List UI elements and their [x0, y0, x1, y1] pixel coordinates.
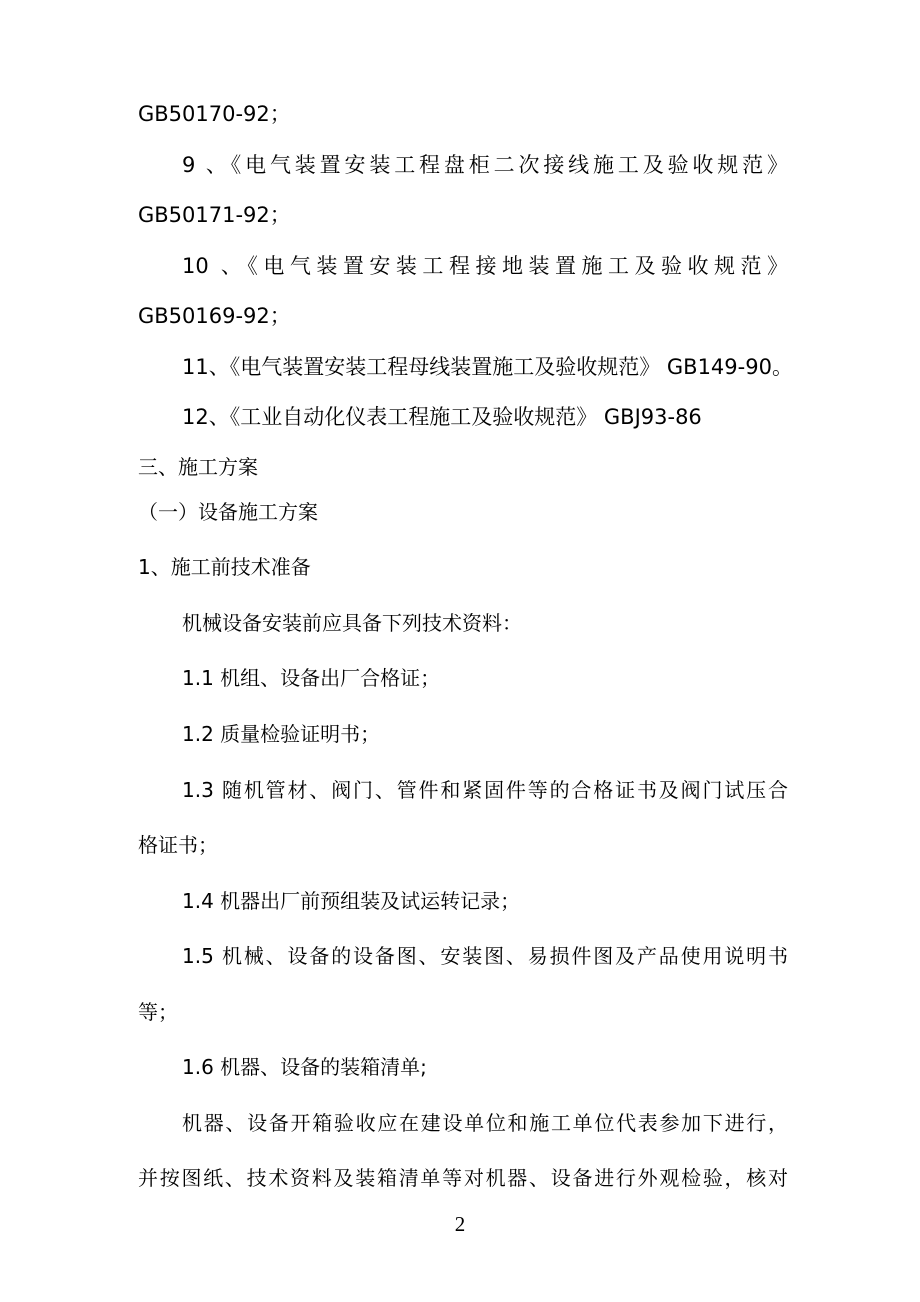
text-line: GB50171-92；	[138, 203, 291, 227]
text-line: 并按图纸、技术资料及装箱清单等对机器、设备进行外观检验，核对	[138, 1166, 788, 1190]
text-line: 11、《电气装置安装工程母线装置施工及验收规范》 GB149-90。	[182, 355, 793, 379]
list-item: 1.4 机器出厂前预组装及试运转记录；	[182, 889, 521, 913]
list-item: 1.6 机器、设备的装箱清单;	[182, 1055, 427, 1079]
text-line: 机械设备安装前应具备下列技术资料：	[182, 611, 522, 635]
page-number: 2	[454, 1212, 466, 1236]
text-line: 等；	[138, 1000, 178, 1024]
list-item: 1.3 随机管材、阀门、管件和紧固件等的合格证书及阀门试压合	[182, 778, 788, 802]
subsection-heading: （一）设备施工方案	[138, 500, 318, 524]
section-heading: 三、施工方案	[138, 455, 258, 479]
item-heading: 1、施工前技术准备	[138, 555, 311, 579]
text-line: GB50170-92；	[138, 102, 291, 126]
text-line: 9 、《电气装置安装工程盘柜二次接线施工及验收规范》	[182, 153, 788, 177]
text-line: 12、《工业自动化仪表工程施工及验收规范》 GBJ93-86	[182, 405, 702, 429]
list-item: 1.1 机组、设备出厂合格证；	[182, 666, 441, 690]
text-line: GB50169-92；	[138, 304, 291, 328]
list-item: 1.5 机械、设备的设备图、安装图、易损件图及产品使用说明书	[182, 944, 788, 968]
list-item: 1.2 质量检验证明书；	[182, 722, 381, 746]
text-line: 格证书；	[138, 833, 218, 857]
text-line: 10 、《电气装置安装工程接地装置施工及验收规范》	[182, 254, 788, 278]
text-line: 机器、设备开箱验收应在建设单位和施工单位代表参加下进行，	[182, 1111, 788, 1135]
